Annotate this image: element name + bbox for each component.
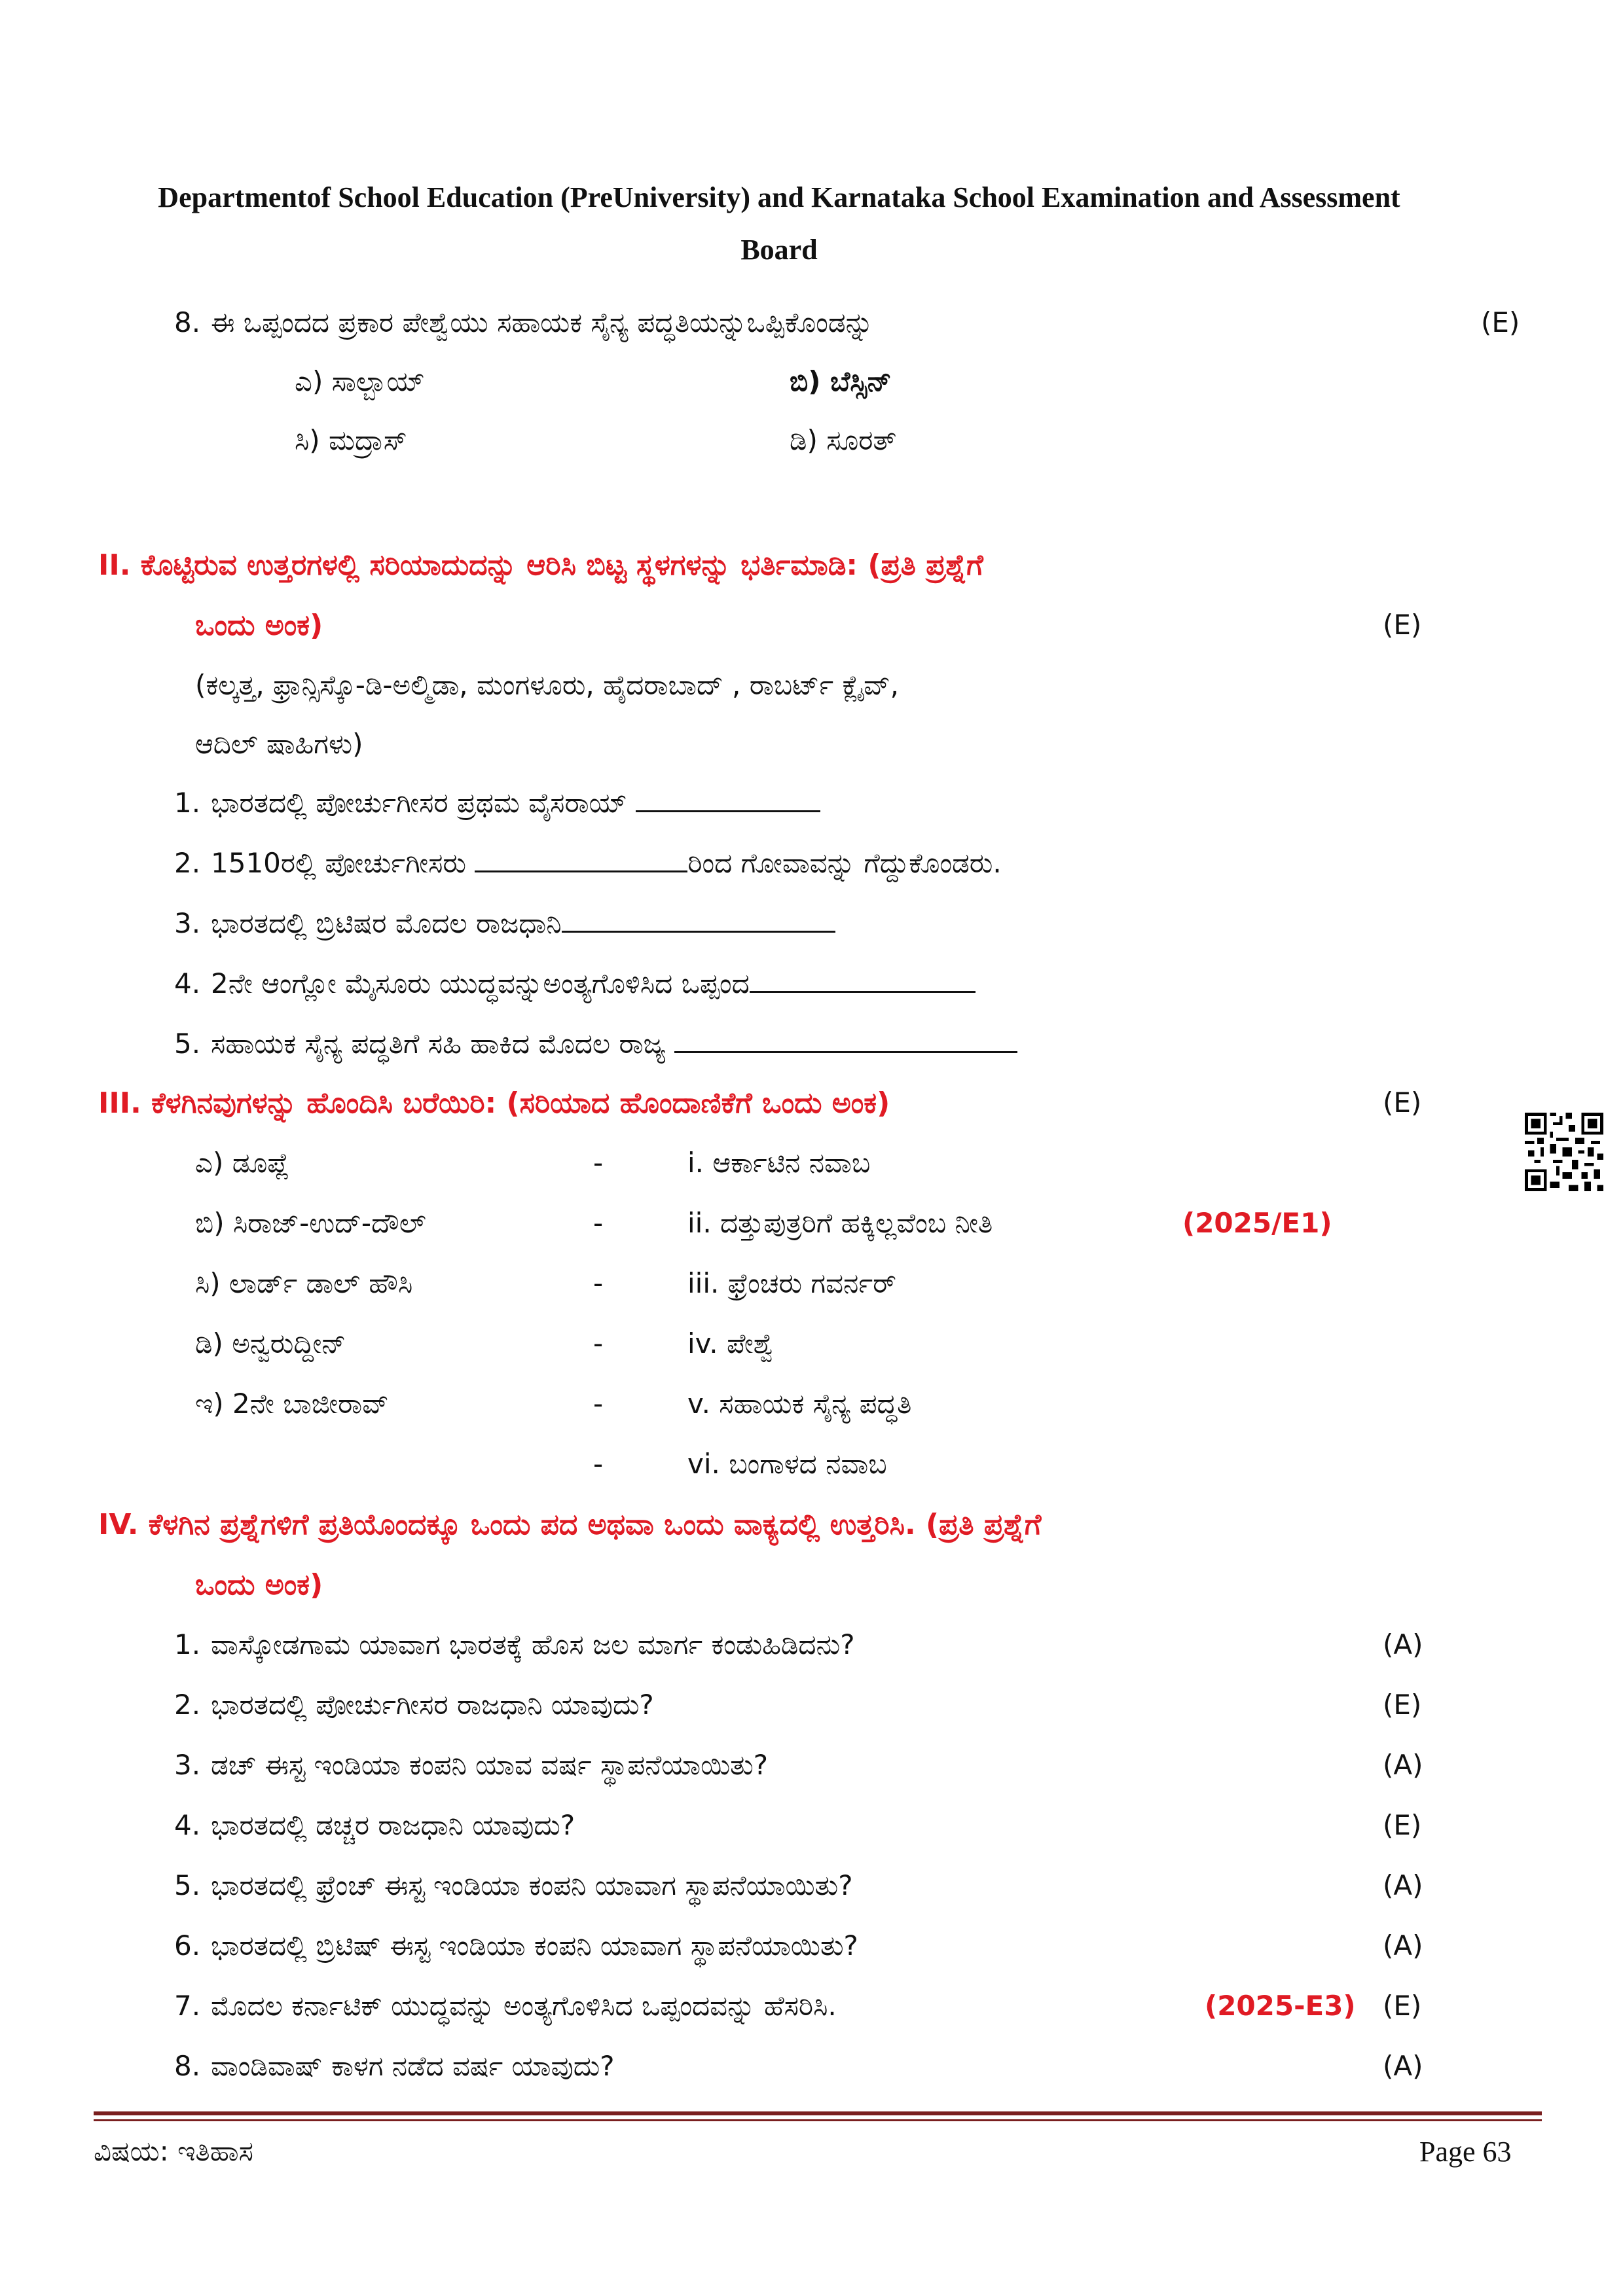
match-dash: - bbox=[593, 1388, 604, 1420]
question-code: (A) bbox=[1383, 1929, 1423, 1962]
question-code: (E) bbox=[1383, 1809, 1422, 1841]
footer-page-number: Page 63 bbox=[1419, 2136, 1512, 2168]
section-2-choices: (ಕಲ್ಕತ್ತ, ಫ್ರಾನ್ಸಿಸ್ಕೊ-ಡಿ-ಅಲ್ಮಿಡಾ, ಮಂಗಳೂರು, ಹೈದರಾಬಾದ್ , ರಾಬರ್ಟ್ ಕ್ಲೈವ್, bbox=[195, 669, 900, 701]
short-question-5: 5. ಭಾರತದಲ್ಲಿ ಫ್ರೆಂಚ್ ಈಸ್ಟ ಇಂಡಿಯಾ ಕಂಪನಿ ಯಾವಾಗ ಸ್ಥಾಪನೆಯಾಯಿತು? bbox=[174, 1869, 853, 1901]
fill-item-5: 5. ಸಹಾಯಕ ಸೈನ್ಯ ಪದ್ಧತಿಗೆ ಸಹಿ ಹಾಕಿದ ಮೊದಲ ರಾಜ್ಯ bbox=[174, 1028, 1017, 1060]
match-left-a: ಎ) ಡೂಪ್ಲೆ bbox=[195, 1147, 289, 1179]
match-dash: - bbox=[593, 1207, 604, 1239]
match-left-c: ಸಿ) ಲಾರ್ಡ್ ಡಾಲ್ ಹೌಸಿ bbox=[195, 1267, 413, 1299]
short-question-3: 3. ಡಚ್ ಈಸ್ಟ ಇಂಡಿಯಾ ಕಂಪನಿ ಯಾವ ವರ್ಷ ಸ್ಥಾಪನೆಯಾಯಿತು? bbox=[174, 1749, 769, 1781]
blank-line bbox=[562, 908, 835, 933]
qr-code-icon bbox=[1525, 1113, 1603, 1191]
match-right-iii: iii. ಫ್ರೆಂಚರು ಗವರ್ನರ್ bbox=[687, 1267, 896, 1299]
fill-item-1: 1. ಭಾರತದಲ್ಲಿ ಪೋರ್ಚುಗೀಸರ ಪ್ರಥಮ ವೈಸರಾಯ್ bbox=[174, 787, 820, 819]
footer-subject: ವಿಷಯ: ಇತಿಹಾಸ bbox=[94, 2135, 253, 2167]
question-code: (A) bbox=[1383, 2050, 1423, 2082]
section-2-title: II. ಕೊಟ್ಟಿರುವ ಉತ್ತರಗಳಲ್ಲಿ ಸರಿಯಾದುದನ್ನು ಆರಿಸಿ ಬಿಟ್ಟ ಸ್ಥಳಗಳನ್ನು ಭರ್ತಿಮಾಡಿ: (ಪ್ರತಿ ಪ್ರಶ್ನೆಗೆ bbox=[98, 548, 983, 582]
match-left-d: ಡಿ) ಅನ್ವರುದ್ದೀನ್ bbox=[195, 1327, 346, 1359]
question-code: (A) bbox=[1383, 1869, 1423, 1901]
fill-item-2: 2. 1510ರಲ್ಲಿ ಪೋರ್ಚುಗೀಸರು ರಿಂದ ಗೋವಾವನ್ನು ಗೆದ್ದುಕೊಂಡರು. bbox=[174, 847, 1002, 879]
match-dash: - bbox=[593, 1147, 604, 1179]
match-dash: - bbox=[593, 1267, 604, 1299]
short-question-1: 1. ವಾಸ್ಕೋಡಗಾಮ ಯಾವಾಗ ಭಾರತಕ್ಕೆ ಹೊಸ ಜಲ ಮಾರ್ಗ ಕಂಡುಹಿಡಿದನು? bbox=[174, 1628, 855, 1660]
match-dash: - bbox=[593, 1327, 604, 1359]
match-right-ii: ii. ದತ್ತುಪುತ್ರರಿಗೆ ಹಕ್ಕಿಲ್ಲವೆಂಬ ನೀತಿ bbox=[687, 1207, 993, 1239]
question-8-code: (E) bbox=[1481, 306, 1520, 338]
blank-line bbox=[636, 788, 820, 812]
footer-divider-thin bbox=[94, 2119, 1542, 2121]
option-b-answer: ಬಿ) ಬೆಸ್ಸಿನ್ bbox=[790, 365, 892, 397]
match-dash: - bbox=[593, 1448, 604, 1480]
short-question-8: 8. ವಾಂಡಿವಾಷ್ ಕಾಳಗ ನಡೆದ ವರ್ಷ ಯಾವುದು? bbox=[174, 2050, 615, 2082]
question-text: ಈ ಒಪ್ಪಂದದ ಪ್ರಕಾರ ಪೇಶ್ವೆಯು ಸಹಾಯಕ ಸೈನ್ಯ ಪದ್ಧತಿಯನ್ನುಒಪ್ಪಿಕೊಂಡನ್ನು bbox=[211, 306, 873, 338]
match-left-b: ಬಿ) ಸಿರಾಜ್-ಉದ್-ದೌಲ್ bbox=[195, 1207, 426, 1239]
match-right-vi: vi. ಬಂಗಾಳದ ನವಾಬ bbox=[687, 1448, 887, 1480]
option-d: ಡಿ) ಸೂರತ್ bbox=[790, 424, 897, 456]
section-4-title-cont: ಒಂದು ಅಂಕ) bbox=[195, 1568, 323, 1602]
section-2-choices-cont: ಆದಿಲ್ ಷಾಹಿಗಳು) bbox=[195, 728, 363, 760]
short-question-6: 6. ಭಾರತದಲ್ಲಿ ಬ್ರಿಟಿಷ್ ಈಸ್ಟ ಇಂಡಿಯಾ ಕಂಪನಿ ಯಾವಾಗ ಸ್ಥಾಪನೆಯಾಯಿತು? bbox=[174, 1929, 858, 1962]
exam-year-tag: (2025/E1) bbox=[1182, 1207, 1332, 1239]
section-3-title: III. ಕೆಳಗಿನವುಗಳನ್ನು ಹೊಂದಿಸಿ ಬರೆಯಿರಿ: (ಸರಿಯಾದ ಹೊಂದಾಣಿಕೆಗೆ ಒಂದು ಅಂಕ) bbox=[98, 1086, 890, 1120]
question-code: (A) bbox=[1383, 1749, 1423, 1781]
footer-divider bbox=[94, 2111, 1542, 2115]
fill-item-4: 4. 2ನೇ ಆಂಗ್ಲೋ ಮೈಸೂರು ಯುದ್ಧವನ್ನುಅಂತ್ಯಗೊಳಿಸಿದ ಒಪ್ಪಂದ bbox=[174, 967, 976, 1000]
match-right-i: i. ಆರ್ಕಾಟಿನ ನವಾಬ bbox=[687, 1147, 871, 1179]
question-8 bbox=[174, 306, 873, 339]
option-a: ಎ) ಸಾಲ್ಬಾಯ್ bbox=[295, 365, 426, 397]
section-3-code: (E) bbox=[1383, 1086, 1422, 1119]
option-c: ಸಿ) ಮದ್ರಾಸ್ bbox=[295, 424, 407, 456]
match-right-v: v. ಸಹಾಯಕ ಸೈನ್ಯ ಪದ್ಧತಿ bbox=[687, 1388, 912, 1420]
blank-line bbox=[674, 1029, 1017, 1053]
section-4-title: IV. ಕೆಳಗಿನ ಪ್ರಶ್ನೆಗಳಿಗೆ ಪ್ರತಿಯೊಂದಕ್ಕೂ ಒಂದು ಪದ ಅಥವಾ ಒಂದು ವಾಕ್ಯದಲ್ಲಿ ಉತ್ತರಿಸಿ. (ಪ್ರತಿ ಪ್ರಶ್ನೆಗೆ bbox=[98, 1508, 1042, 1541]
header-line-1: Departmentof School Education (PreUniversity) and Karnataka School Examination and Assessment bbox=[158, 181, 1400, 213]
short-question-7: 7. ಮೊದಲ ಕರ್ನಾಟಿಕ್ ಯುದ್ಧವನ್ನು ಅಂತ್ಯಗೊಳಿಸಿದ ಒಪ್ಪಂದವನ್ನು ಹೆಸರಿಸಿ. bbox=[174, 1990, 837, 2022]
header-line-2: Board bbox=[740, 234, 818, 266]
short-question-4: 4. ಭಾರತದಲ್ಲಿ ಡಚ್ಚರ ರಾಜಧಾನಿ ಯಾವುದು? bbox=[174, 1809, 575, 1841]
section-2-title-cont: ಒಂದು ಅಂಕ) bbox=[195, 609, 323, 642]
question-number: 8. bbox=[174, 306, 201, 338]
document-header bbox=[98, 171, 1460, 276]
match-left-e: ಇ) 2ನೇ ಬಾಜೀರಾವ್ bbox=[195, 1388, 389, 1420]
short-question-2: 2. ಭಾರತದಲ್ಲಿ ಪೋರ್ಚುಗೀಸರ ರಾಜಧಾನಿ ಯಾವುದು? bbox=[174, 1689, 654, 1721]
blank-line bbox=[750, 969, 976, 993]
question-code: (A) bbox=[1383, 1628, 1423, 1660]
blank-line bbox=[475, 848, 687, 872]
exam-year-tag: (2025-E3) bbox=[1205, 1990, 1356, 2022]
question-code: (E) bbox=[1383, 1990, 1422, 2022]
question-code: (E) bbox=[1383, 1689, 1422, 1721]
fill-item-3: 3. ಭಾರತದಲ್ಲಿ ಬ್ರಿಟಿಷರ ಮೊದಲ ರಾಜಧಾನಿ bbox=[174, 907, 835, 940]
section-2-code: (E) bbox=[1383, 609, 1422, 641]
match-right-iv: iv. ಪೇಶ್ವೆ bbox=[687, 1327, 775, 1359]
